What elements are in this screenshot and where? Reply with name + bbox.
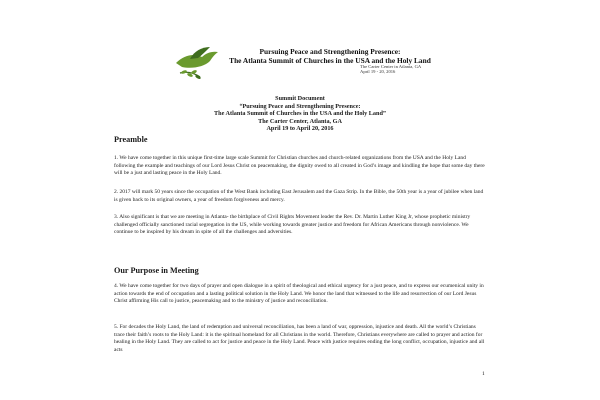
header-dates: April 19 - 20, 2016 bbox=[360, 69, 396, 75]
summit-doc-label: Summit Document bbox=[275, 95, 325, 102]
summit-dates: April 19 to April 20, 2016 bbox=[266, 125, 334, 133]
summit-title-line1: “Pursuing Peace and Strengthening Presence: bbox=[239, 102, 361, 110]
heading-purpose: Our Purpose in Meeting bbox=[114, 266, 199, 275]
header-subtitle bbox=[360, 64, 480, 75]
page-number: 1 bbox=[482, 371, 485, 377]
summit-title-block bbox=[130, 95, 470, 133]
paragraph-4: 4. We have come together for two days of prayer and open dialogue in a spirit of theological and ethical urgency for a just peace, and to express our ecumenical unity in action towards the end of occupation and a lasting political solution in the Holy Land. We honor the land that witnessed to the life and resurrection of our Lord Jesus Christ affirming His call to justice, peacemaking and to the ministry of justice and reconciliation. bbox=[114, 283, 484, 305]
paragraph-5: 5. For decades the Holy Land, the land of redemption and universal reconciliation, has been a land of war, oppression, injustice and death. All the world’s Christians trace their faith’s roots to the Holy Land: it is the spiritual homeland for all Christians in the world. Therefore, Christians everywhere are called to prayer and action for healing in the Holy Land. They are called to act for justice and peace in the Holy Land. Peace with justice requires ending the long conflict, occupation, injustice and all acts bbox=[114, 324, 485, 354]
header-title-line1: Pursuing Peace and Strengthening Presence: bbox=[259, 47, 401, 56]
paragraph-1: 1. We have come together in this unique first-time large scale Summit for Christian churches and church-related organizations from the USA and the Holy Land following the example and teachings of our Lord Jesus Christ on peacemaking, the dignity owed to all created in God’s image and kindling the hope that some day there will be a just and lasting peace in the Holy Land. bbox=[114, 155, 485, 177]
heading-preamble: Preamble bbox=[114, 135, 148, 144]
header-venue: The Carter Center in Atlanta, GA bbox=[360, 64, 422, 69]
summit-title-line2: The Atlanta Summit of Churches in the USA and the Holy Land” bbox=[214, 110, 386, 118]
paragraph-2: 2. 2017 will mark 50 years since the occupation of the West Bank including East Jerusalem and the Gaza Strip. In the Bible, the 50th year is a year of jubilee when land is given back to its original owners, a year of freedom forgiveness and mercy. bbox=[114, 189, 484, 203]
header-title bbox=[210, 48, 450, 65]
header-title-line2: The Atlanta Summit of Churches in the USA and the Holy Land bbox=[229, 55, 431, 65]
paragraph-3: 3. Also significant is that we are meeting in Atlanta- the birthplace of Civil Rights Movement leader the Rev. Dr. Martin Luther King Jr, whose prophetic ministry challenged officially sanctioned racial segregation in the US, while working towards greater justice and freedom for African Americans through nonviolence. We continue to be inspired by his dream in spite of all the challenges and adversities. bbox=[114, 214, 471, 236]
summit-location: The Carter Center, Atlanta, GA bbox=[258, 117, 342, 125]
